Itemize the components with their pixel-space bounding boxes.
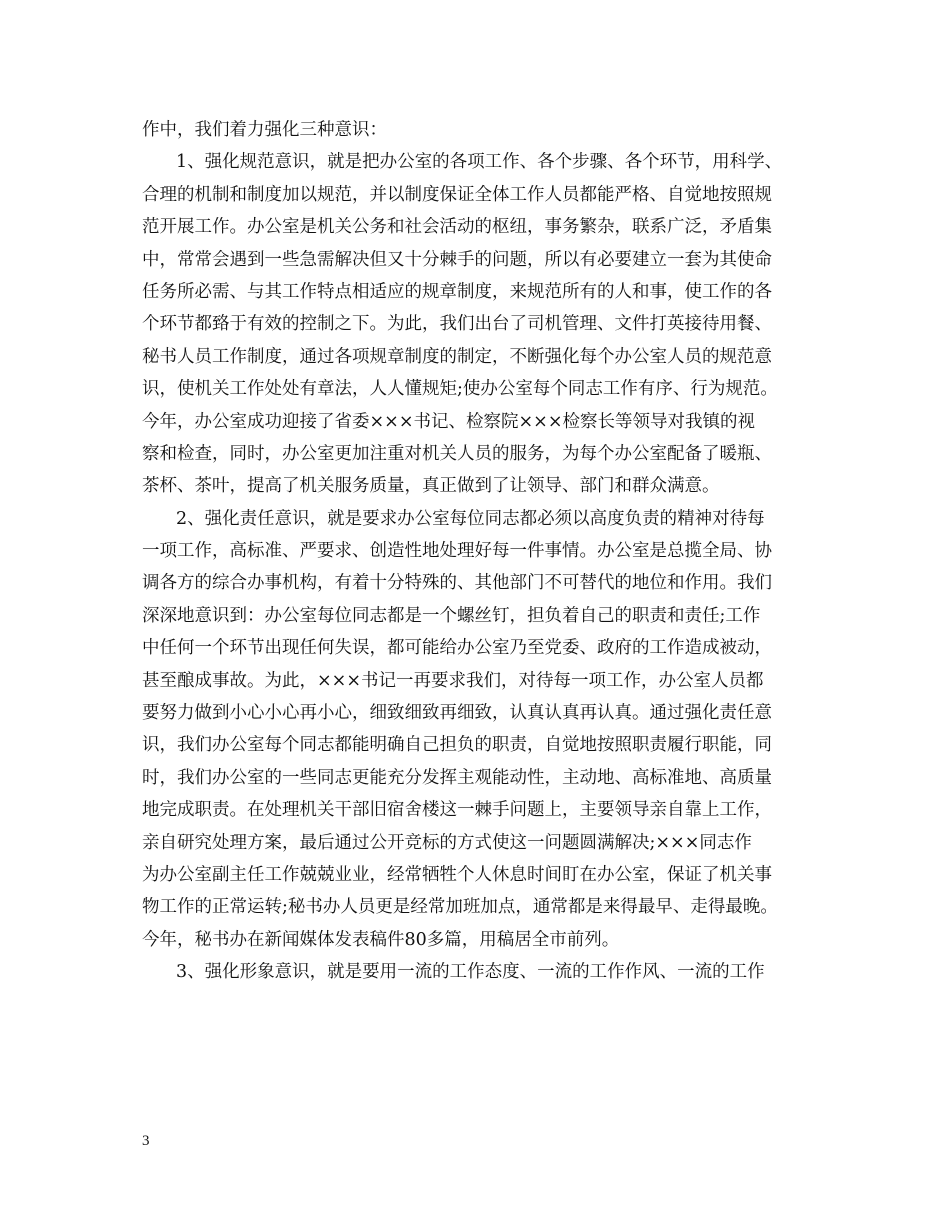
text-line: 任务所必需、与其工作特点相适应的规章制度，来规范所有的人和事，使工作的各 <box>142 281 772 302</box>
text-line: 中任何一个环节出现任何失误，都可能给办公室乃至党委、政府的工作造成被动， <box>142 638 772 659</box>
text-line: 为办公室副主任工作兢兢业业，经常牺牲个人休息时间盯在办公室，保证了机关事 <box>142 864 772 885</box>
text-line: 作中，我们着力强化三种意识： <box>142 120 387 140</box>
text-line: 甚至酿成事故。为此，×××书记一再要求我们，对待每一项工作，办公室人员都 <box>142 670 764 691</box>
text-line: 物工作的正常运转;秘书办人员更是经常加班加点，通常都是来得最早、走得最晚。 <box>142 897 778 918</box>
text-line: 识，使机关工作处处有章法，人人懂规矩;使办公室每个同志工作有序、行为规范。 <box>142 379 778 400</box>
text-line: 今年，秘书办在新闻媒体发表稿件80多篇，用稿居全市前列。 <box>142 929 620 950</box>
paragraph-1-start: 1、强化规范意识，就是把办公室的各项工作、各个步骤、各个环节，用科学、 <box>176 152 783 173</box>
text-line: 一项工作，高标准、严要求、创造性地处理好每一件事情。办公室是总揽全局、协 <box>142 541 772 562</box>
text-line: 合理的机制和制度加以规范，并以制度保证全体工作人员都能严格、自觉地按照规 <box>142 184 772 205</box>
text-line: 深深地意识到：办公室每位同志都是一个螺丝钉，担负着自己的职责和责任;工作 <box>142 605 761 626</box>
text-line: 要努力做到小心小心再小心，细致细致再细致，认真认真再认真。通过强化责任意 <box>142 703 772 724</box>
text-line: 地完成职责。在处理机关干部旧宿舍楼这一棘手问题上，主要领导亲自靠上工作， <box>142 800 772 821</box>
body-text <box>142 114 812 989</box>
paragraph-3-start: 3、强化形象意识，就是要用一流的工作态度、一流的工作作风、一流的工作 <box>176 962 765 983</box>
text-line: 时，我们办公室的一些同志更能充分发挥主观能动性，主动地、高标准地、高质量 <box>142 767 772 788</box>
text-line: 察和检查，同时，办公室更加注重对机关人员的服务，为每个办公室配备了暖瓶、 <box>142 443 772 464</box>
text-line: 今年，办公室成功迎接了省委×××书记、检察院×××检察长等领导对我镇的视 <box>142 411 755 432</box>
text-line: 范开展工作。办公室是机关公务和社会活动的枢纽，事务繁杂，联系广泛，矛盾集 <box>142 217 772 238</box>
text-line: 茶杯、茶叶，提高了机关服务质量，真正做到了让领导、部门和群众满意。 <box>142 476 720 497</box>
text-line: 秘书人员工作制度，通过各项规章制度的制定，不断强化每个办公室人员的规范意 <box>142 346 772 367</box>
text-line: 个环节都臵于有效的控制之下。为此，我们出台了司机管理、文件打英接待用餐、 <box>142 314 772 335</box>
page-number: 3 <box>142 1133 150 1149</box>
text-line: 中，常常会遇到一些急需解决但又十分棘手的问题，所以有必要建立一套为其使命 <box>142 249 772 270</box>
text-line: 调各方的综合办事机构，有着十分特殊的、其他部门不可替代的地位和作用。我们 <box>142 573 772 594</box>
text-line: 亲自研究处理方案，最后通过公开竞标的方式使这一问题圆满解决;×××同志作 <box>142 832 752 853</box>
paragraph-2-start: 2、强化责任意识，就是要求办公室每位同志都必须以高度负责的精神对待每 <box>176 508 765 529</box>
text-line: 识，我们办公室每个同志都能明确自己担负的职责，自觉地按照职责履行职能，同 <box>142 735 772 756</box>
